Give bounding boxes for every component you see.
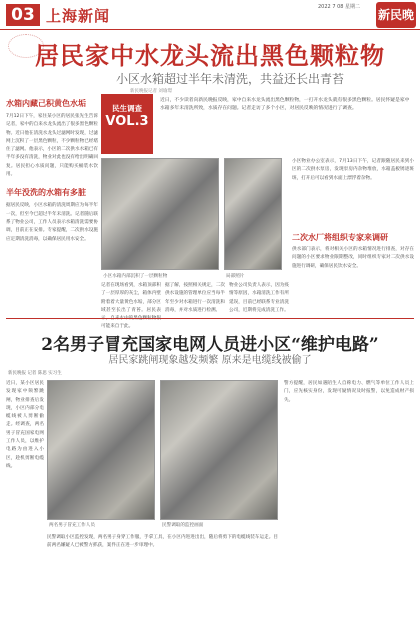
left-column — [6, 96, 98, 244]
right-text-1: 小区物业办公室表示，7月13日下午，记者跟随居民来到小区的二次供水泵房，发现泵房内杂物堆放，水箱盖板锈迹斑斑，打开后可以看到水面上漂浮着杂物。 — [292, 159, 414, 181]
section-title: 上海新闻 — [46, 7, 111, 25]
story2-left-text: 近日，某小区居民发现家中频繁跳闸，物业排查后发现，小区内部分电缆线被人剪断偷走。经调查，两名男子冒充国家电网工作人员，以维护电路为由进入小区，趁机剪断电缆线。 — [6, 381, 44, 469]
story1-intro: 近日，不少读者向新民晚报反映，家中自来水龙头流出黑色颗粒物，一打开水龙头就有很多黑色颗粒。居民怀疑是家中水箱多年未清洗所致，水质存在问题。记者走访了多个小区，对居民反映的情况进行了调查。 — [160, 98, 410, 112]
story2-byline: 新民晚报 记者 陈思 实习生 — [8, 371, 62, 376]
column-badge — [101, 94, 153, 154]
photo1-caption: 小区水箱内部沉积了一层颗粒物 — [103, 274, 168, 279]
body-text-mid-1: 记者在现场看到，水箱顶部积了一层厚厚的灰尘，箱体内壁附着着大量黄色水垢，部分区域甚至长出了青苔。居民表 可能来自于此。 — [101, 283, 161, 330]
left-subheading-2: 半年没洗的水箱有多脏 — [6, 188, 86, 198]
second-headline: 2名男子冒充国家电网人员进小区“维护电路” — [41, 335, 379, 355]
photo4-caption: 民警调取的监控画面 — [162, 523, 204, 528]
right-subheading: 二次水厂将组织专家来调研 — [292, 233, 388, 242]
story2-mid-text: 民警调取小区监控发现，两名男子身穿工作服，手拿工具，在小区内进进出出，随后将剪下的电缆线装车运走。目前两名嫌疑人已被警方抓获，案件正在进一步审理中。 — [47, 535, 278, 549]
story2-right-text: 警方提醒，居民如遇陌生人自称电力、燃气等单位工作人员上门，应先核实身份，发现可疑情况及时报警，以免造成财产损失。 — [284, 381, 414, 403]
left-subheading-1: 水箱内藏己积黄色水垢 — [6, 99, 86, 108]
newspaper-logo: 新民晚报 — [376, 2, 416, 28]
left-text-1: 7月12日下午，家住某小区的居民张先生告诉记者，家中的自来水龙头流出了很多黑色颗粒物。近日他在清洗水龙头过滤网时发现，过滤网上沉积了一层黑色颗粒，不少颗粒物已经堵住了滤网。他表示，小区的二次供水水箱已有半年多没有清洗，物业对此也没有给出明确回复。居民担心水质问题，只能购买桶装水饮用。 — [6, 114, 98, 178]
main-headline: 居民家中水龙头流出黑色颗粒物 — [35, 41, 385, 70]
left-text-2: 据居民反映，小区水箱的清洗周期应为每半年一次，但至今已超过半年未清洗。记者随后联系了物业公司，工作人员表示水箱清洗需要协调，目前正在安排。专家提醒，二次供水设施应定期清洗消毒，以确保居民用水安全。 — [6, 203, 98, 242]
surveillance-photo — [160, 380, 278, 520]
badge-volume: VOL.3 — [105, 114, 149, 129]
story1-byline: 新民晚报记者 刘瑜璟 — [130, 89, 172, 94]
photo3-caption: 两名男子冒充工作人员 — [49, 523, 95, 528]
story-divider — [6, 318, 414, 319]
page-number: 03 — [6, 4, 40, 26]
photo2-caption: 局部照片 — [226, 274, 245, 279]
body-text-mid-2: 据了解，按照相关规定，二次供水设施的管理单位应当每半年至少对水箱进行一次清洗和消毒，并对水质进行检测。 — [165, 283, 225, 313]
second-subheadline: 居民家跳闸现象越发频繁 原来是电缆线被偷了 — [108, 355, 312, 366]
body-text-mid-3: 物业公司负责人表示，因为疫情等原因，水箱清洗工作有所延误，目前已经联系专业清洗公司，近期将完成清洗工作。 — [229, 283, 289, 313]
date-line: 2022 7 08 星期二 — [318, 4, 361, 10]
detail-photo — [224, 158, 282, 270]
badge-label: 民生调查 — [112, 104, 142, 113]
main-subheadline: 小区水箱超过半年未清洗，共益还长出青苔 — [115, 72, 344, 86]
page-header — [0, 0, 420, 48]
suspects-photo — [47, 380, 155, 520]
water-tank-photo — [101, 158, 219, 270]
right-text-2: 供水部门表示，将对相关小区的水箱情况进行排查，对存在问题的小区要求物业限期整改，同时组织专家对二次供水设施进行调研，确保居民饮水安全。 — [292, 247, 414, 269]
